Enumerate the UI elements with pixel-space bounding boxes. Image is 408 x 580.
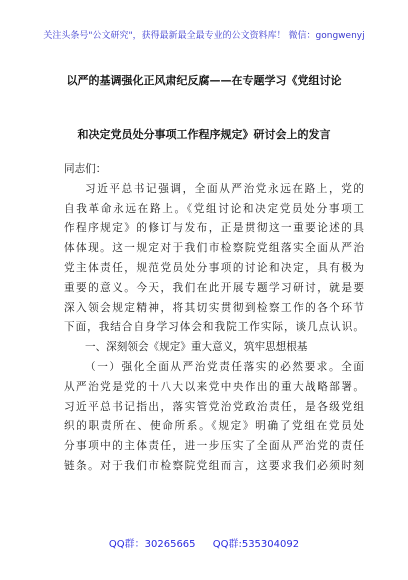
header-banner: 关注头条号"公文研究"，获得最新最全最专业的公文资料库！ 微信：gongwenyj [43,31,365,41]
document-title-line-1: 以严的基调强化正风肃纪反腐——在专题学习《党组讨论 [66,74,342,87]
body-line: 自我革命永远在路上。《党组讨论和决定党员处分事项工 [64,202,364,215]
section-heading: 一、深刻领会《规定》重大意义，筑牢思想根基 [85,341,308,354]
body-line: 深入领会规定精神，将其切实贯彻到检察工作的各个环节 [64,301,364,314]
body-line: 重要的意义。今天，我们在此开展专题学习研讨，就是要 [64,281,364,294]
body-line: 分事项中的主体责任，进一步压实了全面从严治党的责任 [64,440,364,453]
body-line: 下面，我结合自身学习体会和我院工作实际，谈几点认识。 [64,321,364,334]
body-line: 织的职责所在、使命所系。《规定》明确了党组在党员处 [64,420,364,433]
body-line: 习近平总书记指出，落实管党治党政治责任，是各级党组 [64,400,364,413]
qq-group-1: QQ群：30265665 [108,539,196,550]
body-line: 作程序规定》的修订与发布，正是贯彻这一重要论述的具 [64,222,364,235]
body-line: 体体现。这一规定对于我们市检察院党组落实全面从严治 [64,242,364,255]
salutation: 同志们： [64,163,107,175]
footer-contact [0,535,408,550]
body-line: （一）强化全面从严治党责任落实的必然要求。全面 [85,360,364,373]
qq-group-2: QQ群:535304092 [212,539,300,550]
body-line: 链条。对于我们市检察院党组而言，这要求我们必须时刻 [64,459,364,472]
body-line: 从严治党是党的十八大以来党中央作出的重大战略部署。 [64,380,364,393]
document-title-line-2: 和决定党员处分事项工作程序规定》研讨会上的发言 [77,128,331,141]
body-line: 党主体责任，规范党员处分事项的讨论和决定，具有极为 [64,261,364,274]
document-body [64,160,364,477]
body-line: 习近平总书记强调，全面从严治党永远在路上，党的 [85,182,364,195]
